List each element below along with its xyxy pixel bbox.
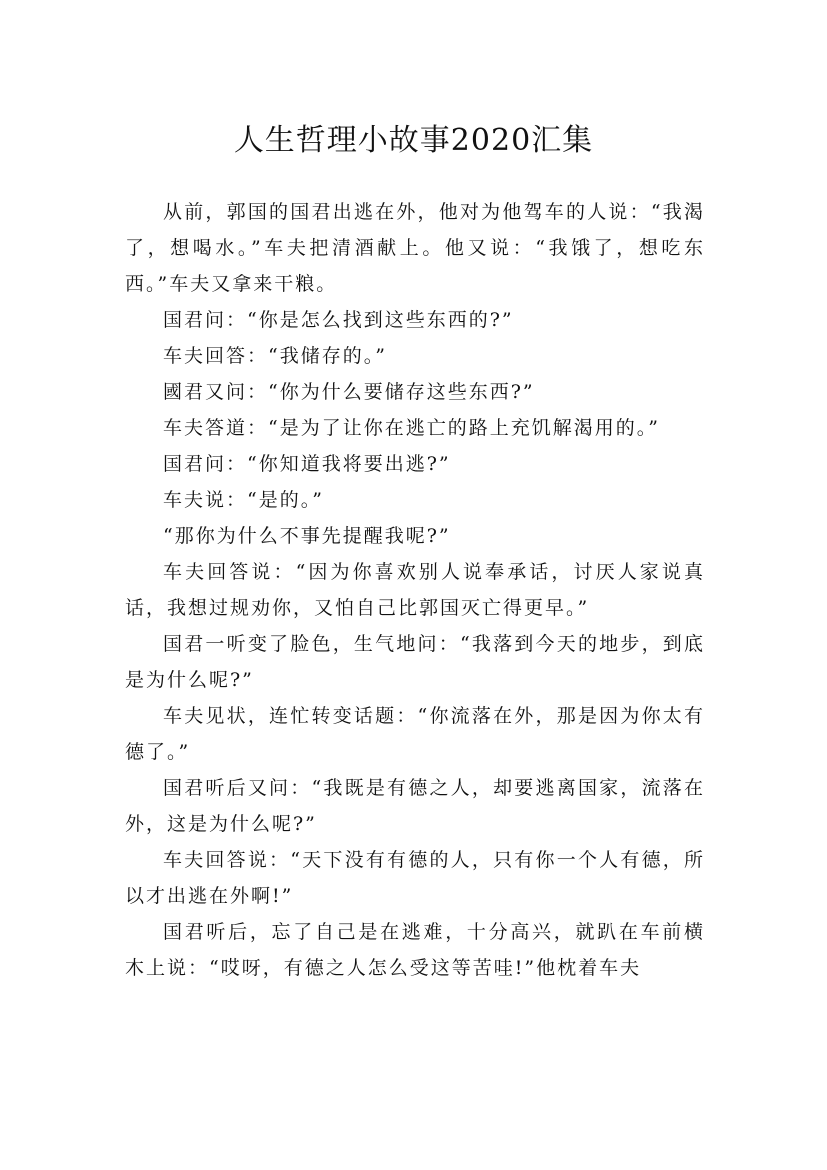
paragraph-4: 國君又问：“你为什么要储存这些东西?”	[163, 381, 535, 403]
paragraph-7: 车夫说：“是的。”	[163, 489, 324, 511]
paragraph-14: 国君听后，忘了自己是在逃难，十分高兴，就趴在车前横木上说：“哎呀，有德之人怎么受这等苦哇!”他枕着车夫	[125, 921, 705, 979]
paragraph-2: 国君问：“你是怎么找到这些东西的?”	[163, 309, 514, 331]
paragraph-5: 车夫答道：“是为了让你在逃亡的路上充饥解渴用的。”	[163, 417, 660, 439]
document-title: 人生哲理小故事2020汇集	[233, 123, 594, 159]
document-body	[125, 194, 705, 986]
paragraph-13: 车夫回答说：“天下没有有德的人，只有你一个人有德，所以才出逃在外啊!”	[125, 849, 705, 907]
paragraph-12: 国君听后又问：“我既是有德之人，却要逃离国家，流落在外，这是为什么呢?”	[125, 777, 705, 835]
paragraph-1: 从前，郭国的国君出逃在外，他对为他驾车的人说：“我渴了，想喝水。”车夫把清酒献上。他又说：“我饿了，想吃东西。”车夫又拿来干粮。	[125, 201, 705, 295]
paragraph-3: 车夫回答：“我储存的。”	[163, 345, 387, 367]
paragraph-9: 车夫回答说：“因为你喜欢别人说奉承话，讨厌人家说真话，我想过规劝你，又怕自己比郭国灭亡得更早。”	[125, 561, 705, 619]
paragraph-8: “那你为什么不事先提醒我呢?”	[163, 525, 451, 547]
paragraph-11: 车夫见状，连忙转变话题：“你流落在外，那是因为你太有德了。”	[125, 705, 705, 763]
paragraph-10: 国君一听变了脸色，生气地问：“我落到今天的地步，到底是为什么呢?”	[125, 633, 705, 691]
paragraph-6: 国君问：“你知道我将要出逃?”	[163, 453, 451, 475]
